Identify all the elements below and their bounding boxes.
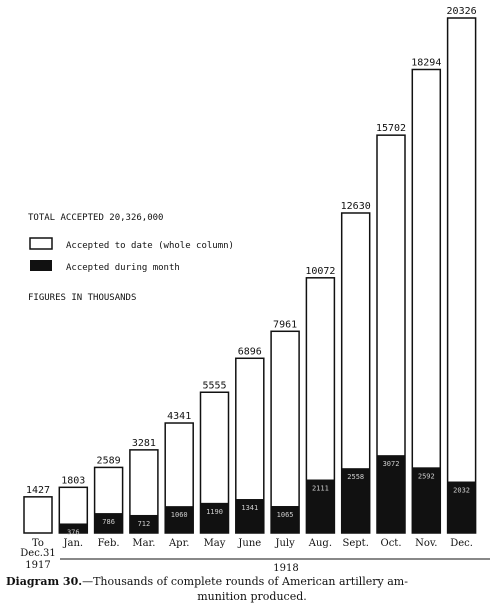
cumulative-value-label-5: 5555 (202, 380, 227, 392)
month-label-6: June (238, 538, 262, 549)
bar-cumulative-11 (412, 69, 440, 533)
monthly-value-label-8: 2111 (311, 484, 329, 493)
caption-line-1-text: Thousands of complete rounds of American artillery am- (93, 575, 408, 588)
cumulative-value-label-3: 3281 (131, 437, 156, 449)
monthly-value-label-6: 1341 (241, 504, 259, 513)
legend-label-cumulative: Accepted to date (whole column) (66, 241, 234, 251)
legend-swatch-monthly (30, 260, 52, 271)
month-label-3: Mar. (132, 538, 156, 549)
cumulative-value-label-11: 18294 (411, 57, 442, 69)
bar-cumulative-0 (24, 497, 52, 533)
cumulative-value-label-12: 20326 (446, 6, 477, 17)
monthly-value-label-1: 376 (66, 528, 80, 537)
caption-prefix: Diagram 30. (6, 575, 83, 588)
month-label-7: July (275, 538, 295, 549)
caption-line-1 (6, 575, 408, 588)
monthly-value-label-5: 1190 (206, 507, 223, 516)
cumulative-value-label-2: 2589 (96, 455, 121, 467)
monthly-value-label-4: 1060 (170, 511, 188, 520)
month-label-0-line-0: To (32, 538, 44, 549)
month-label-2: Feb. (97, 538, 120, 549)
total-accepted-label: TOTAL ACCEPTED 20,326,000 (28, 213, 164, 223)
month-label-12: Dec. (450, 538, 473, 549)
cumulative-value-label-6: 6896 (237, 346, 262, 358)
month-label-8: Aug. (308, 538, 333, 549)
legend (28, 213, 234, 303)
monthly-value-label-7: 1065 (276, 511, 294, 520)
legend-swatch-cumulative (30, 238, 52, 249)
caption-line-2: munition produced. (197, 590, 307, 603)
year-1917-label: 1917 (25, 560, 51, 571)
month-label-1: Jan. (63, 538, 84, 549)
monthly-value-label-3: 712 (137, 519, 151, 528)
bar-cumulative-12 (448, 18, 476, 533)
monthly-value-label-9: 2558 (347, 473, 365, 482)
figures-in-thousands-note: FIGURES IN THOUSANDS (28, 293, 137, 303)
monthly-value-label-11: 2592 (417, 472, 435, 481)
month-label-0-line-1: Dec.31 (20, 548, 56, 559)
month-label-4: Apr. (168, 538, 190, 549)
month-label-11: Nov. (415, 538, 438, 549)
monthly-value-label-2: 786 (102, 518, 115, 527)
monthly-value-label-10: 3072 (382, 460, 400, 469)
cumulative-value-label-1: 1803 (61, 475, 86, 487)
bar-cumulative-7 (271, 331, 299, 533)
month-label-5: May (203, 538, 226, 549)
legend-label-monthly: Accepted during month (66, 263, 180, 273)
cumulative-value-label-8: 10072 (305, 265, 336, 277)
cumulative-value-label-0: 1427 (25, 484, 51, 496)
cumulative-value-label-7: 7961 (273, 319, 298, 331)
bars-layer (24, 18, 476, 533)
month-label-10: Oct. (380, 538, 402, 549)
cumulative-value-label-4: 4341 (167, 411, 192, 423)
cumulative-value-label-10: 15702 (375, 123, 407, 135)
month-label-9: Sept. (342, 538, 369, 549)
monthly-value-label-12: 2032 (453, 486, 471, 495)
year-1918-label: 1918 (273, 563, 299, 574)
cumulative-value-label-9: 12630 (340, 200, 371, 212)
caption (6, 575, 408, 603)
caption-dash: — (82, 575, 94, 588)
year-axis (25, 559, 490, 574)
